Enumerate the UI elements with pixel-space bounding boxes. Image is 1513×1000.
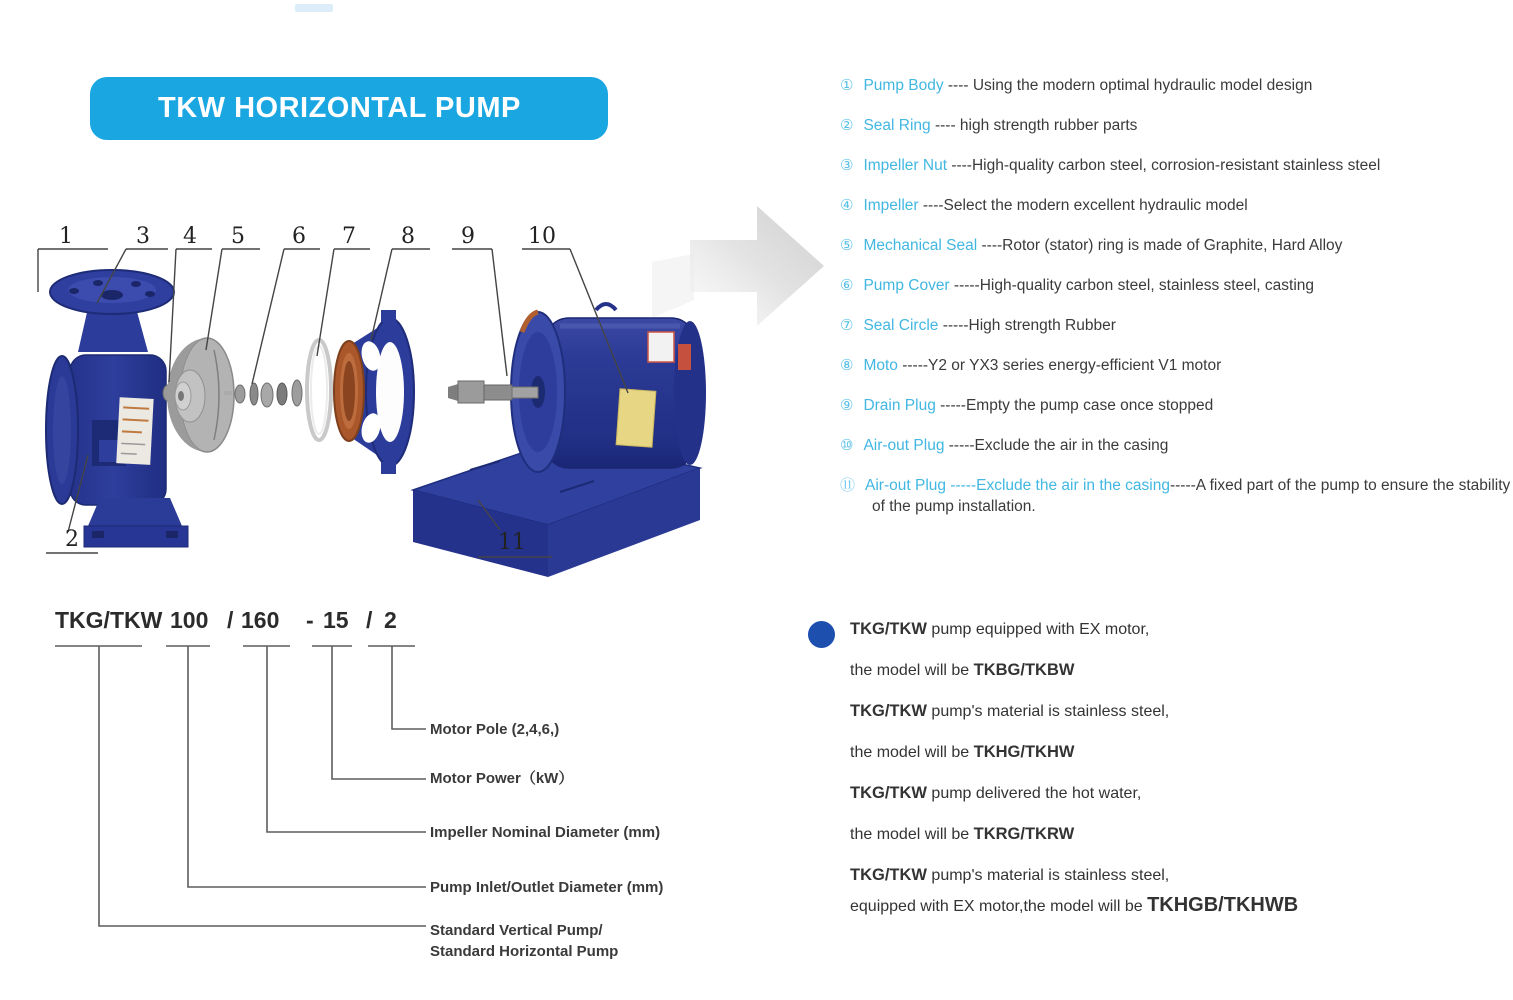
model-code-segment: -: [306, 607, 314, 633]
model-code-text: TKHGB/TKHWB: [1147, 894, 1299, 916]
parts-list-item: [840, 235, 1513, 256]
label-motor-power: Motor Power（kW）: [430, 770, 574, 787]
parts-list: [840, 75, 1511, 536]
callout-8: [371, 224, 430, 340]
part-number-badge: ⑩: [840, 437, 854, 454]
part-name: Seal Ring: [863, 117, 931, 134]
part-description: -----High-quality carbon steel, stainless steel, casting: [949, 277, 1315, 294]
model-notes: [850, 618, 1450, 936]
callout-number: 11: [498, 530, 526, 555]
model-code-text: TKG/TKW: [850, 784, 927, 802]
model-code-row: [55, 607, 397, 633]
part-name: Mechanical Seal: [863, 237, 978, 254]
part-number-badge: ⑨: [840, 397, 854, 414]
callout-7: [317, 224, 370, 356]
part-description: ----Select the modern excellent hydraulic model: [918, 197, 1248, 214]
note-text: pump equipped with EX motor,: [926, 621, 1150, 638]
callout-5: [206, 224, 260, 350]
part-description: -----High strength Rubber: [938, 317, 1116, 334]
part-description: ---- Using the modern optimal hydraulic model design: [943, 77, 1313, 94]
seal-circle: [307, 340, 331, 440]
model-note-line: [850, 864, 1450, 887]
page-title: TKW HORIZONTAL PUMP: [158, 92, 521, 124]
model-code-text: TKHG/TKHW: [973, 743, 1075, 761]
transition-arrow-icon: [652, 206, 824, 326]
parts-list-item: [840, 475, 1513, 517]
model-code-text: TKG/TKW: [850, 620, 927, 638]
model-note-line: [850, 659, 1450, 682]
part-number-badge: ②: [840, 117, 854, 134]
part-description: ----Rotor (stator) ring is made of Graphite, Hard Alloy: [977, 237, 1343, 254]
parts-list-item: [840, 355, 1513, 376]
model-code-connectors: [55, 646, 426, 926]
part-description: ----High-quality carbon steel, corrosion-resistant stainless steel: [947, 157, 1381, 174]
model-note-line: [850, 782, 1450, 805]
motor: [448, 304, 706, 472]
part-number-badge: ③: [840, 157, 854, 174]
part-number-badge: ⑥: [840, 277, 854, 294]
part-number-badge: ⑧: [840, 357, 854, 374]
model-code-segment: /: [366, 607, 373, 633]
part-number-badge: ⑦: [840, 317, 854, 334]
model-code-text: TKG/TKW: [850, 702, 927, 720]
parts-list-item: [840, 75, 1513, 96]
callout-number: 5: [231, 224, 245, 249]
parts-list-item: [840, 275, 1513, 296]
model-code-text: TKRG/TKRW: [973, 825, 1075, 843]
label-impeller-diameter: Impeller Nominal Diameter (mm): [430, 824, 661, 841]
impeller: [163, 338, 234, 452]
model-code-segment: TKG/TKW: [55, 607, 163, 633]
note-text: equipped with EX motor,the model will be: [850, 898, 1148, 915]
bullet-icon: [808, 621, 835, 648]
part-name: Pump Body: [863, 77, 944, 94]
callout-number: 7: [342, 224, 356, 249]
part-description: ---- high strength rubber parts: [930, 117, 1138, 134]
model-note-line: [850, 741, 1450, 764]
model-note-line: [850, 894, 1450, 918]
parts-list-item: [840, 195, 1513, 216]
model-code-segment: 15: [323, 607, 349, 633]
part-number-badge: ④: [840, 197, 854, 214]
part-description: -----Y2 or YX3 series energy-efficient V1 motor: [897, 357, 1222, 374]
note-text: pump's material is stainless steel,: [926, 703, 1170, 720]
callout-9: [452, 224, 507, 376]
parts-list-item: [840, 315, 1513, 336]
callout-number: 6: [292, 224, 306, 249]
pump-body: [46, 270, 188, 547]
parts-list-item: [840, 155, 1513, 176]
part-name: Impeller Nut: [863, 157, 948, 174]
part-name: Seal Circle: [863, 317, 939, 334]
note-text: the model will be: [850, 662, 974, 679]
callout-number: 3: [136, 224, 150, 249]
parts-list-item: [840, 435, 1513, 456]
model-code-segment: 100: [170, 607, 209, 633]
part-name: Air-out Plug -----Exclude the air in the casing: [865, 477, 1170, 494]
label-standard-pump: Standard Vertical Pump/ Standard Horizontal Pump: [430, 922, 619, 960]
part-name: Pump Cover: [863, 277, 950, 294]
pump-cover: [334, 310, 414, 474]
pump-exploded-diagram: [0, 0, 840, 680]
part-description: -----Empty the pump case once stopped: [935, 397, 1214, 414]
part-name: Drain Plug: [863, 397, 936, 414]
note-text: the model will be: [850, 744, 974, 761]
callout-number: 10: [528, 224, 556, 249]
callout-number: 8: [401, 224, 415, 249]
callout-number: 9: [461, 224, 475, 249]
model-code-segment: 160: [241, 607, 280, 633]
parts-list-item: [840, 395, 1513, 416]
label-motor-pole: Motor Pole (2,4,6,): [430, 721, 560, 738]
note-text: pump's material is stainless steel,: [926, 867, 1170, 884]
model-code-text: TKG/TKW: [850, 866, 927, 884]
part-name: Moto: [863, 357, 898, 374]
part-description: -----A fixed part of the pump to ensure the stability of the pump installation.: [872, 477, 1511, 515]
callout-number: 1: [59, 224, 73, 249]
model-code-text: TKBG/TKBW: [973, 661, 1075, 679]
model-note-line: [850, 823, 1450, 846]
part-name: Air-out Plug: [863, 437, 945, 454]
model-note-line: [850, 700, 1450, 723]
part-name: Impeller: [863, 197, 919, 214]
model-code-segment: 2: [384, 607, 397, 633]
part-description: -----Exclude the air in the casing: [944, 437, 1169, 454]
part-number-badge: ⑤: [840, 237, 854, 254]
mechanical-seal-parts: [224, 380, 302, 407]
note-text: pump delivered the hot water,: [926, 785, 1142, 802]
part-number-badge: ①: [840, 77, 854, 94]
callout-number: 4: [183, 224, 197, 249]
model-note-line: [850, 618, 1450, 641]
callout-number: 2: [65, 527, 79, 552]
model-code-segment: /: [227, 607, 234, 633]
parts-list-item: [840, 115, 1513, 136]
note-text: the model will be: [850, 826, 974, 843]
label-inlet-outlet: Pump Inlet/Outlet Diameter (mm): [430, 879, 664, 896]
part-number-badge: ⑪: [840, 477, 856, 494]
